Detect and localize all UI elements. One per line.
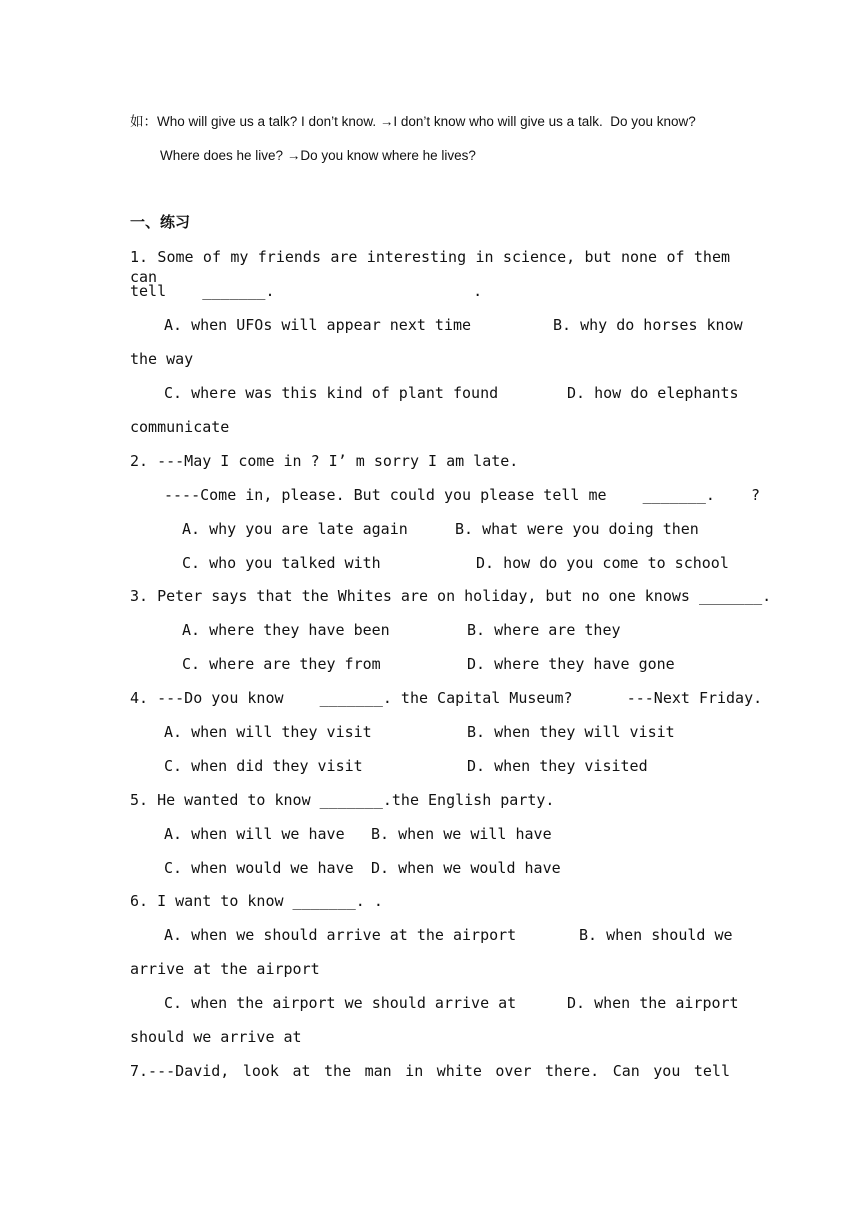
question-4-option-a: A. when will they visit [164, 723, 372, 741]
question-2-stem: 2. ---May I come in ? I’ m sorry I am late. [130, 452, 519, 470]
question-2-option-d: D. how do you come to school [476, 554, 729, 572]
question-5-option-a: A. when will we have [164, 825, 345, 843]
section-title: 一、练习 [130, 213, 191, 231]
intro-line-2: Where does he live? →Do you know where he lives? [160, 148, 476, 163]
question-6-option-d-cont: should we arrive at [130, 1028, 302, 1046]
question-1-stem: 1. Some of my friends are interesting in science, but none of them can [130, 248, 730, 286]
question-1-stem-cont: tell _______. . [130, 282, 483, 300]
question-6-option-d: D. when the airport [567, 994, 739, 1012]
question-3-option-a: A. where they have been [182, 621, 390, 639]
question-1-option-c: C. where was this kind of plant found [164, 384, 499, 402]
question-2-stem-cont: ----Come in, please. But could you please tell me _______. ? [164, 486, 761, 504]
question-6-option-c: C. when the airport we should arrive at [164, 994, 517, 1012]
question-1-option-d: D. how do elephants [567, 384, 739, 402]
intro-line-1: 如：Who will give us a talk? I don’t know. →I don’t know who will give us a talk. Do you know? [130, 114, 696, 129]
question-5-option-d: D. when we would have [371, 859, 561, 877]
question-7-stem: 7.---David, look at the man in white over there. Can you tell [130, 1062, 730, 1080]
question-3-stem: 3. Peter says that the Whites are on holiday, but no one knows _______. [130, 587, 772, 605]
question-4-option-c: C. when did they visit [164, 757, 363, 775]
question-3-option-d: D. where they have gone [467, 655, 675, 673]
question-6-option-b-cont: arrive at the airport [130, 960, 320, 978]
question-3-option-c: C. where are they from [182, 655, 381, 673]
question-4-stem: 4. ---Do you know _______. the Capital Museum? ---Next Friday. [130, 689, 763, 707]
question-1-option-d-cont: communicate [130, 418, 230, 436]
question-2-option-b: B. what were you doing then [455, 520, 699, 538]
question-1-option-a: A. when UFOs will appear next time [164, 316, 472, 334]
question-5-option-b: B. when we will have [371, 825, 552, 843]
question-2-option-a: A. why you are late again [182, 520, 408, 538]
question-6-option-b: B. when should we [579, 926, 733, 944]
question-1-option-b: B. why do horses know [553, 316, 743, 334]
question-6-option-a: A. when we should arrive at the airport [164, 926, 517, 944]
question-6-stem: 6. I want to know _______. . [130, 892, 383, 910]
question-2-option-c: C. who you talked with [182, 554, 381, 572]
question-5-stem: 5. He wanted to know _______.the English party. [130, 791, 555, 809]
question-4-option-d: D. when they visited [467, 757, 648, 775]
question-1-option-b-cont: the way [130, 350, 194, 368]
question-4-option-b: B. when they will visit [467, 723, 675, 741]
question-3-option-b: B. where are they [467, 621, 621, 639]
question-5-option-c: C. when would we have [164, 859, 354, 877]
